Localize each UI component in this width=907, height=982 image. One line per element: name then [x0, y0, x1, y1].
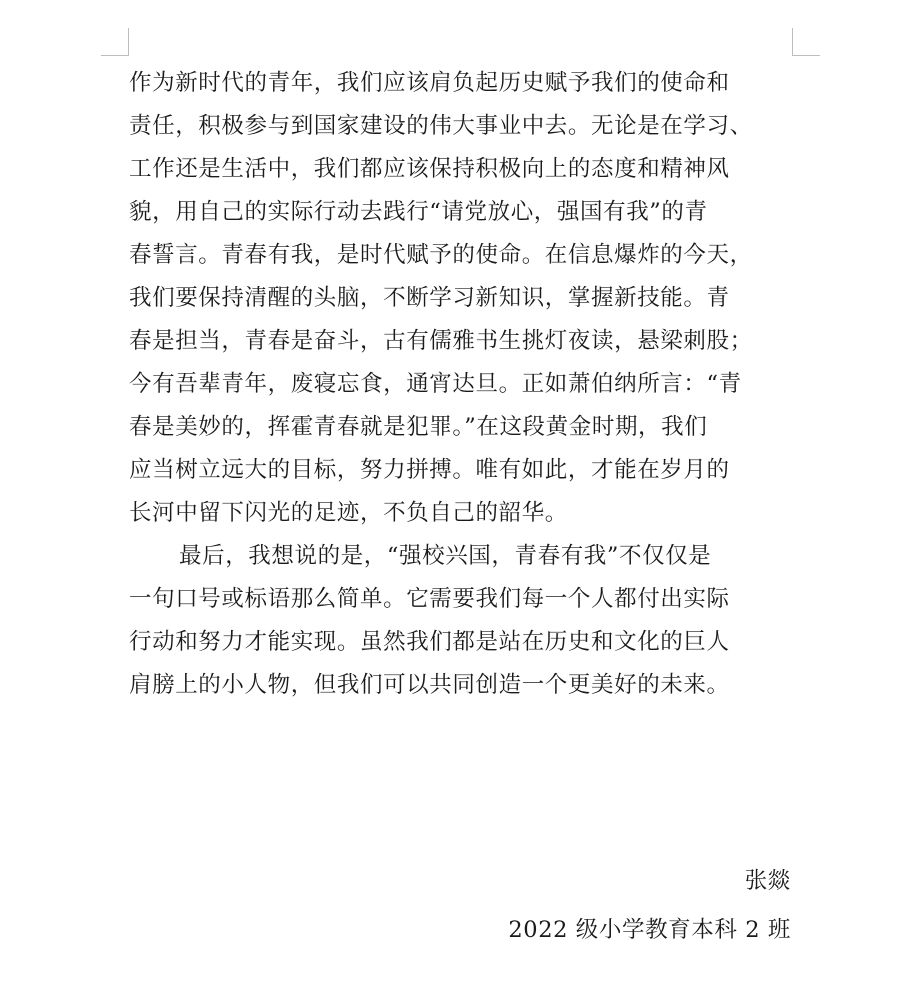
crop-mark-top-left [101, 28, 129, 56]
paragraph-1-line-3: 工作还是生活中，我们都应该保持积极向上的态度和精神风 [129, 156, 730, 182]
paragraph-1-line-4: 貌，用自己的实际行动去践行“请党放心，强国有我”的青 [129, 199, 708, 225]
signature-class: 2022 级小学教育本科 2 班 [508, 917, 791, 943]
signature-name: 张燚 [744, 868, 791, 894]
body-text [129, 62, 794, 707]
paragraph-2-line-1: 最后，我想说的是，“强校兴国，青春有我”不仅仅是 [179, 543, 712, 569]
paragraph-1-line-11: 长河中留下闪光的足迹，不负自己的韶华。 [129, 500, 568, 526]
paragraph-1-line-2: 责任，积极参与到国家建设的伟大事业中去。无论是在学习、 [129, 113, 753, 139]
paragraph-1-line-8: 今有吾辈青年，废寝忘食，通宵达旦。正如萧伯纳所言：“青 [129, 371, 742, 397]
paragraph-1-line-1: 作为新时代的青年，我们应该肩负起历史赋予我们的使命和 [129, 70, 730, 96]
paragraph-1-line-9: 春是美妙的，挥霍青春就是犯罪。”在这段黄金时期，我们 [129, 414, 708, 440]
paragraph-2-line-2: 一句口号或标语那么简单。它需要我们每一个人都付出实际 [129, 586, 730, 612]
paragraph-1-line-6: 我们要保持清醒的头脑，不断学习新知识，掌握新技能。青 [129, 285, 730, 311]
paragraph-2-line-3: 行动和努力才能实现。虽然我们都是站在历史和文化的巨人 [129, 629, 730, 655]
paragraph-1-line-7: 春是担当，青春是奋斗，古有儒雅书生挑灯夜读，悬梁刺股； [129, 328, 753, 354]
paragraph-1-line-5: 春誓言。青春有我，是时代赋予的使命。在信息爆炸的今天， [129, 242, 753, 268]
paragraph-2-line-4: 肩膀上的小人物，但我们可以共同创造一个更美好的未来。 [129, 672, 730, 698]
crop-mark-top-right [792, 28, 820, 56]
paragraph-1-line-10: 应当树立远大的目标，努力拼搏。唯有如此，才能在岁月的 [129, 457, 730, 483]
